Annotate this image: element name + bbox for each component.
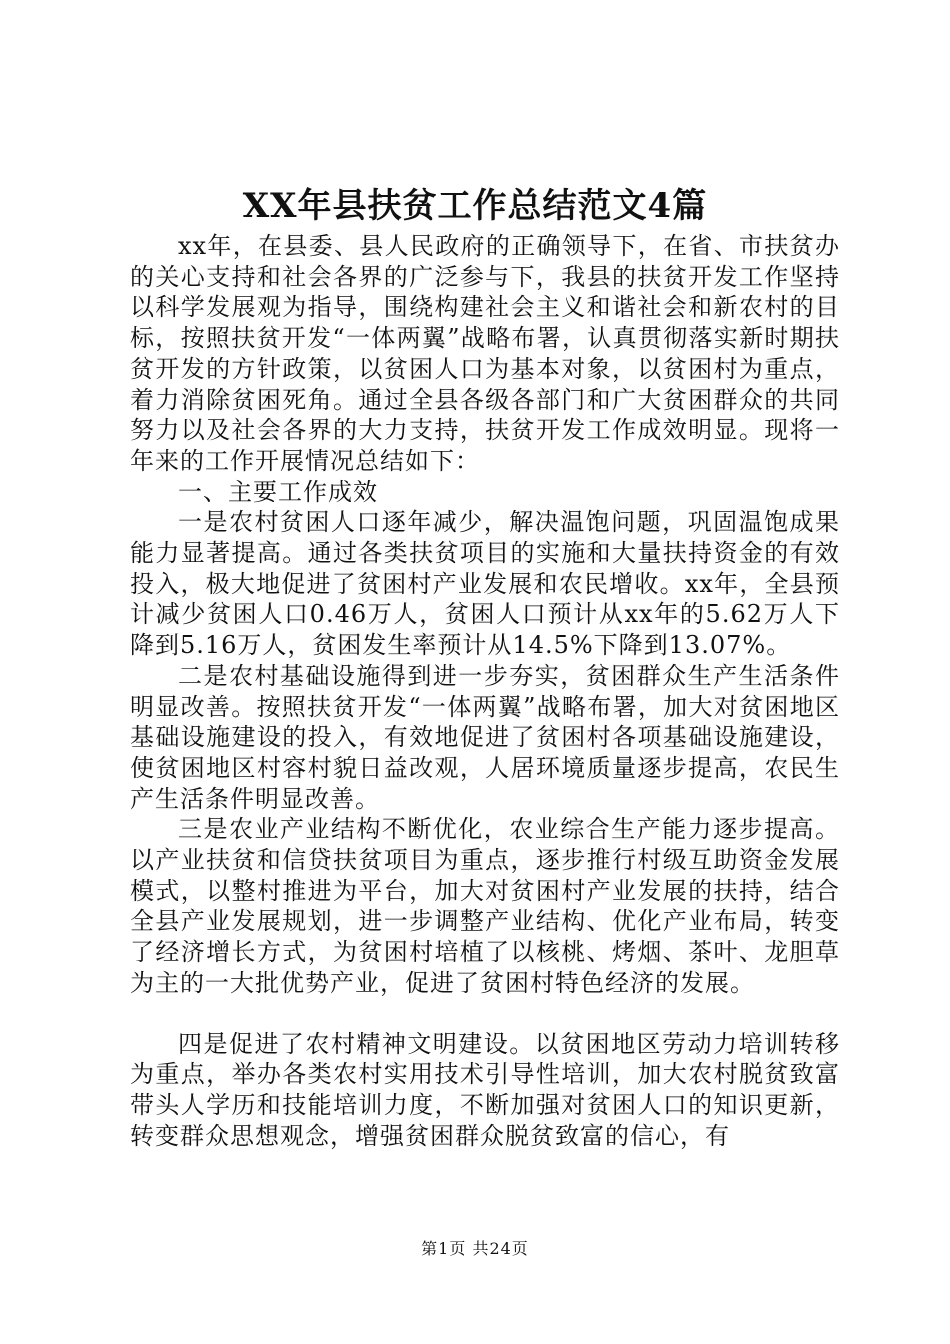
- paragraph-point-4: 四是促进了农村精神文明建设。以贫困地区劳动力培训转移为重点，举办各类农村实用技术引导性培训，加大农村脱贫致富带头人学历和技能培训力度，不断加强对贫困人口的知识更新，转变群众思想观念，增强贫困群众脱贫致富的信心，有: [130, 1029, 840, 1150]
- paragraph-point-2: 二是农村基础设施得到进一步夯实，贫困群众生产生活条件明显改善。按照扶贫开发“一体两翼”战略布署，加大对贫困地区基础设施建设的投入，有效地促进了贫困村各项基础设施建设，使贫困地区村容村貌日益改观，人居环境质量逐步提高，农民生产生活条件明显改善。: [130, 661, 840, 813]
- document-title: XX年县扶贫工作总结范文4篇: [242, 186, 708, 226]
- document-body: [130, 231, 840, 1151]
- paragraph-point-1: 一是农村贫困人口逐年减少，解决温饱问题，巩固温饱成果能力显著提高。通过各类扶贫项目的实施和大量扶持资金的有效投入，极大地促进了贫困村产业发展和农民增收。xx年，全县预计减少贫困人口0.46万人，贫困人口预计从xx年的5.62万人下降到5.16万人，贫困发生率预计从14.5%下降到13.07%。: [130, 508, 840, 660]
- page-number: 第1页 共24页: [421, 1239, 529, 1258]
- paragraph-point-3: 三是农业产业结构不断优化，农业综合生产能力逐步提高。以产业扶贫和信贷扶贫项目为重点，逐步推行村级互助资金发展模式，以整村推进为平台，加大对贫困村产业发展的扶持，结合全县产业发展规划，进一步调整产业结构、优化产业布局，转变了经济增长方式，为贫困村培植了以核桃、烤烟、茶叶、龙胆草为主的一大批优势产业，促进了贫困村特色经济的发展。: [130, 815, 840, 997]
- paragraph-intro: xx年，在县委、县人民政府的正确领导下，在省、市扶贫办的关心支持和社会各界的广泛参与下，我县的扶贫开发工作坚持以科学发展观为指导，围绕构建社会主义和谐社会和新农村的目标，按照扶贫开发“一体两翼”战略布署，认真贯彻落实新时期扶贫开发的方针政策，以贫困人口为基本对象，以贫困村为重点，着力消除贫困死角。通过全县各级各部门和广大贫困群众的共同努力以及社会各界的大力支持，扶贫开发工作成效明显。现将一年来的工作开展情况总结如下：: [130, 232, 840, 475]
- section-heading: 一、主要工作成效: [178, 477, 378, 506]
